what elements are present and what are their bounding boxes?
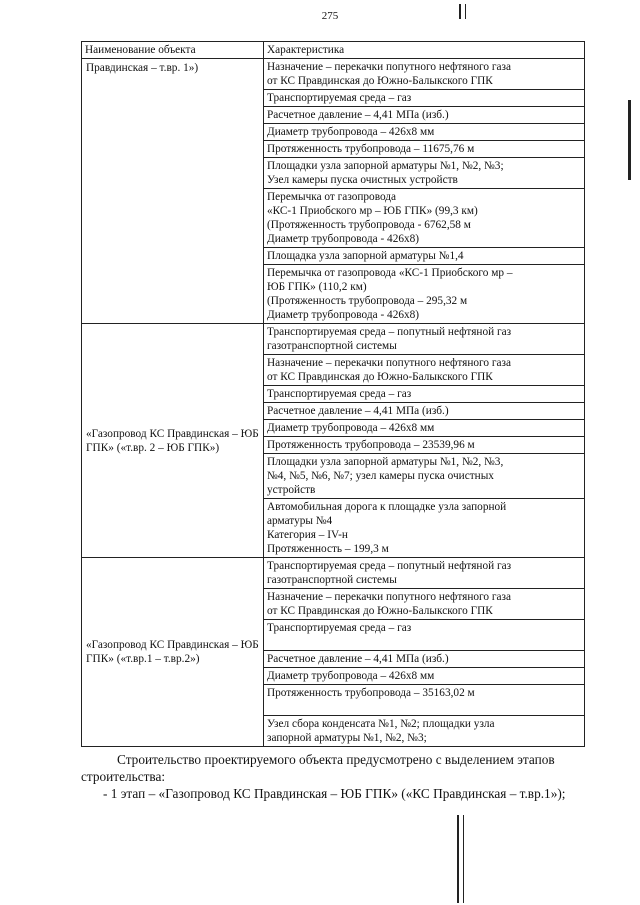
object-name-cell: Правдинская – т.вр. 1») <box>82 59 264 324</box>
characteristic-line: Автомобильная дорога к площадке узла запорной <box>267 501 507 513</box>
characteristic-line: Категория – IV-н <box>267 529 348 541</box>
characteristic-line: Протяженность трубопровода – 35163,02 м <box>267 687 475 699</box>
characteristic-line <box>267 700 581 714</box>
characteristic-line: арматуры №4 <box>267 515 333 527</box>
object-name-cell: «Газопровод КС Правдинская – ЮБ ГПК» («т.вр. 2 – ЮБ ГПК») <box>82 324 264 558</box>
characteristic-line: (Протяженность трубопровода – 295,32 м <box>267 295 468 307</box>
characteristic-line: №4, №5, №6, №7; узел камеры пуска очистных <box>267 470 494 482</box>
characteristic-cell <box>264 420 585 437</box>
characteristic-line: Диаметр трубопровода – 426х8 мм <box>267 670 435 682</box>
characteristic-line: Площадки узла запорной арматуры №1, №2, №3; <box>267 160 504 172</box>
table-header-row <box>82 42 585 59</box>
characteristic-cell <box>264 620 585 651</box>
characteristic-line: Транспортируемая среда – попутный нефтяной газ <box>267 326 512 338</box>
characteristic-cell <box>264 499 585 558</box>
object-name-cell: «Газопровод КС Правдинская – ЮБ ГПК» («т.вр.1 – т.вр.2») <box>82 558 264 747</box>
characteristic-line: от КС Правдинская до Южно-Балыкского ГПК <box>267 75 493 87</box>
header-characteristic: Характеристика <box>264 42 585 59</box>
table-row <box>82 59 585 90</box>
characteristic-line: Расчетное давление – 4,41 МПа (изб.) <box>267 405 449 417</box>
characteristic-line: (Протяженность трубопровода - 6762,58 м <box>267 219 471 231</box>
body-text <box>81 751 586 802</box>
characteristic-line: Транспортируемая среда – попутный нефтяной газ <box>267 560 512 572</box>
characteristic-cell <box>264 386 585 403</box>
characteristic-line: Расчетное давление – 4,41 МПа (изб.) <box>267 109 449 121</box>
paragraph: Строительство проектируемого объекта предусмотрено с выделением этапов строительства: <box>81 752 555 784</box>
characteristic-cell <box>264 124 585 141</box>
characteristic-line: запорной арматуры №1, №2, №3; <box>267 732 427 744</box>
characteristic-line: Перемычка от газопровода <box>267 191 397 203</box>
characteristic-cell <box>264 403 585 420</box>
characteristic-cell <box>264 158 585 189</box>
characteristic-line: Диаметр трубопровода - 426х8) <box>267 309 420 321</box>
scan-mark <box>457 815 459 903</box>
page-number: 275 <box>321 10 339 22</box>
characteristic-cell <box>264 355 585 386</box>
characteristic-line: Протяженность трубопровода – 23539,96 м <box>267 439 475 451</box>
characteristic-line: устройств <box>267 484 316 496</box>
characteristic-cell <box>264 90 585 107</box>
characteristic-line: Назначение – перекачки попутного нефтяного газа <box>267 591 511 603</box>
characteristic-cell <box>264 685 585 716</box>
characteristic-line: Транспортируемая среда – газ <box>267 92 412 104</box>
characteristic-cell <box>264 141 585 158</box>
characteristic-cell <box>264 189 585 248</box>
characteristic-line: Назначение – перекачки попутного нефтяного газа <box>267 61 511 73</box>
characteristic-cell <box>264 589 585 620</box>
characteristic-cell <box>264 324 585 355</box>
table-row <box>82 558 585 589</box>
characteristic-cell <box>264 716 585 747</box>
characteristic-cell <box>264 59 585 90</box>
characteristic-cell <box>264 437 585 454</box>
characteristic-cell <box>264 107 585 124</box>
characteristic-line: от КС Правдинская до Южно-Балыкского ГПК <box>267 605 493 617</box>
characteristic-line: Перемычка от газопровода «КС-1 Приобского мр – <box>267 267 513 279</box>
characteristic-line: Транспортируемая среда – газ <box>267 622 412 634</box>
characteristic-line: Диаметр трубопровода – 426х8 мм <box>267 422 435 434</box>
characteristic-cell <box>264 651 585 668</box>
characteristic-line: от КС Правдинская до Южно-Балыкского ГПК <box>267 371 493 383</box>
characteristic-line: Назначение – перекачки попутного нефтяного газа <box>267 357 511 369</box>
characteristic-cell <box>264 265 585 324</box>
characteristic-line: Транспортируемая среда – газ <box>267 388 412 400</box>
scan-mark <box>459 4 461 19</box>
characteristic-cell <box>264 248 585 265</box>
characteristic-line: Узел камеры пуска очистных устройств <box>267 174 458 186</box>
characteristic-line: Расчетное давление – 4,41 МПа (изб.) <box>267 653 449 665</box>
list-item: - 1 этап – «Газопровод КС Правдинская – ЮБ ГПК» («КС Правдинская – т.вр.1»); <box>103 786 566 801</box>
characteristic-cell <box>264 668 585 685</box>
characteristic-line: Протяженность – 199,3 м <box>267 543 389 555</box>
characteristic-line: Узел сбора конденсата №1, №2; площадки узла <box>267 718 495 730</box>
scan-mark <box>465 4 466 19</box>
characteristic-line: Диаметр трубопровода - 426х8) <box>267 233 420 245</box>
characteristic-line: газотранспортной системы <box>267 340 397 352</box>
characteristic-line: ЮБ ГПК» (110,2 км) <box>267 281 367 293</box>
characteristic-line: газотранспортной системы <box>267 574 397 586</box>
scan-mark <box>463 815 464 903</box>
characteristic-line: Протяженность трубопровода – 11675,76 м <box>267 143 475 155</box>
objects-table <box>81 41 585 747</box>
characteristic-cell <box>264 558 585 589</box>
characteristic-line: «КС-1 Приобского мр – ЮБ ГПК» (99,3 км) <box>267 205 478 217</box>
table-row <box>82 324 585 355</box>
characteristic-line: Диаметр трубопровода – 426х8 мм <box>267 126 435 138</box>
characteristic-line: Площадка узла запорной арматуры №1,4 <box>267 250 464 262</box>
characteristic-cell <box>264 454 585 499</box>
header-object-name: Наименование объекта <box>82 42 264 59</box>
scan-mark <box>628 100 631 180</box>
characteristic-line <box>267 635 581 649</box>
characteristic-line: Площадки узла запорной арматуры №1, №2, №3, <box>267 456 504 468</box>
